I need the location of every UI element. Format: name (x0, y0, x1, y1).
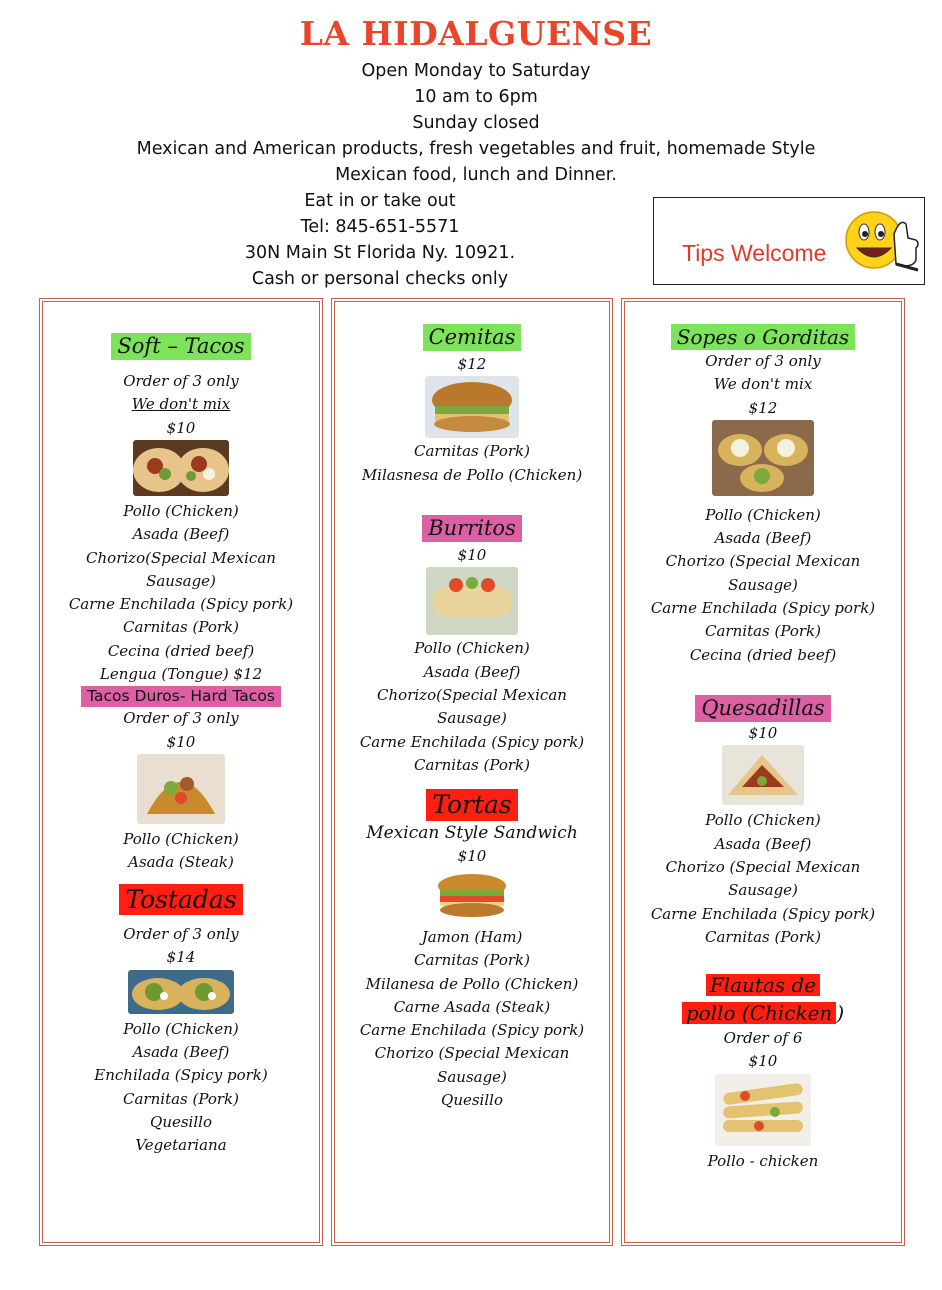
tortas-item: Jamon (Ham) (421, 927, 523, 946)
flautas-price: $10 (748, 1052, 778, 1071)
hard-tacos-item: Pollo (Chicken) (123, 830, 239, 848)
soft-tacos-item: Carne Enchilada (Spicy pork) (68, 595, 294, 614)
tortas-item: Carnitas (Pork) (414, 951, 530, 970)
tortas-item: Sausage) (437, 1067, 507, 1086)
telephone: Tel: 845-651-5571 (300, 217, 460, 237)
hard-tacos-item: Asada (Steak) (128, 853, 234, 872)
sopes-item: Carnitas (Pork) (705, 622, 821, 641)
burritos-item: Carne Enchilada (Spicy pork) (359, 732, 585, 751)
sopes-item: Pollo (Chicken) (705, 505, 821, 524)
tortas-header: Tortas (426, 789, 518, 821)
sopes-no-mix: We don't mix (713, 375, 813, 394)
quesadillas-item: Sausage) (728, 881, 798, 900)
burritos-item: Carnitas (Pork) (414, 755, 530, 774)
tostadas-item: Vegetariana (135, 1136, 227, 1155)
description-line-1: Mexican and American products, fresh vegetables and fruit, homemade Style (136, 139, 816, 159)
address: 30N Main St Florida Ny. 10921. (244, 243, 516, 263)
burritos-header: Burritos (422, 515, 522, 542)
sopes-item: Sausage) (728, 575, 798, 594)
tips-text: Tips Welcome (682, 240, 827, 266)
restaurant-title: LA HIDALGUENSE (299, 14, 653, 53)
sopes-order: Order of 3 only (705, 352, 821, 370)
sopes-photo (712, 420, 814, 496)
burritos-item: Asada (Beef) (423, 662, 521, 681)
tortas-item: Carne Enchilada (Spicy pork) (359, 1021, 585, 1040)
tostadas-photo (128, 970, 234, 1014)
sopes-header: Sopes o Gorditas (671, 324, 855, 350)
flautas-photo (715, 1074, 811, 1146)
quesadillas-item: Pollo (Chicken) (705, 811, 821, 830)
tostadas-item: Carnitas (Pork) (123, 1089, 239, 1108)
soft-tacos-item: Pollo (Chicken) (123, 501, 239, 520)
burritos-price: $10 (457, 546, 487, 565)
flautas-order: Order of 6 (723, 1029, 803, 1048)
sopes-item: Asada (Beef) (714, 529, 812, 548)
quesadillas-item: Asada (Beef) (714, 834, 812, 853)
tostadas-order: Order of 3 only (123, 925, 239, 944)
tostadas-item: Enchilada (Spicy pork) (94, 1066, 268, 1085)
tortas-item: Quesillo (441, 1091, 503, 1110)
burritos-item: Pollo (Chicken) (414, 639, 530, 658)
quesadillas-item: Chorizo (Special Mexican (665, 857, 861, 876)
hard-tacos-header: Tacos Duros- Hard Tacos (81, 686, 281, 707)
sopes-item: Chorizo (Special Mexican (665, 552, 861, 571)
menu-column-2 (331, 298, 613, 1246)
tortas-subtitle: Mexican Style Sandwich (366, 822, 578, 843)
tostadas-item: Pollo (Chicken) (123, 1019, 239, 1038)
burritos-item: Chorizo(Special Mexican (377, 685, 567, 704)
flautas-header-close: ) (836, 1001, 845, 1026)
soft-tacos-item: Cecina (dried beef) (107, 641, 255, 660)
quesadillas-item: Carne Enchilada (Spicy pork) (650, 904, 876, 923)
tostadas-item: Quesillo (150, 1112, 212, 1131)
tortas-item: Milanesa de Pollo (Chicken) (365, 974, 579, 993)
soft-tacos-item: Carnitas (Pork) (123, 618, 239, 637)
tostadas-item: Asada (Beef) (132, 1042, 230, 1061)
soft-tacos-price: $10 (166, 418, 196, 437)
menu-column-1 (39, 298, 323, 1246)
soft-tacos-header: Soft – Tacos (111, 333, 250, 360)
tortas-item: Chorizo (Special Mexican (374, 1044, 570, 1063)
burritos-photo (426, 567, 518, 635)
tostadas-price: $14 (166, 948, 196, 967)
flautas-header-line-1: Flautas de (706, 974, 820, 996)
cemitas-header: Cemitas (423, 324, 522, 351)
tortas-item: Carne Asada (Steak) (393, 997, 551, 1016)
tortas-price: $10 (457, 846, 487, 865)
cemitas-item: Carnitas (Pork) (414, 442, 530, 461)
smiley-thumbs-up-icon (842, 204, 922, 274)
soft-tacos-item: Asada (Beef) (132, 525, 230, 544)
cemitas-item: Milasnesa de Pollo (Chicken) (361, 465, 583, 484)
sopes-item: Carne Enchilada (Spicy pork) (650, 599, 876, 618)
tostadas-header: Tostadas (119, 884, 242, 916)
soft-tacos-item: Lengua (Tongue) $12 (99, 665, 263, 684)
cemitas-photo (425, 376, 519, 438)
cemitas-price: $12 (457, 355, 487, 374)
soft-tacos-item: Sausage) (146, 571, 216, 590)
flautas-item: Pollo - chicken (707, 1151, 819, 1170)
quesadillas-photo (722, 745, 804, 805)
hard-tacos-photo (137, 754, 225, 824)
soft-tacos-item: Chorizo(Special Mexican (86, 548, 276, 567)
flautas-header-line-2: pollo (Chicken (682, 1002, 836, 1024)
soft-tacos-no-mix: We don't mix (131, 395, 231, 414)
description-line-2: Mexican food, lunch and Dinner. (335, 165, 617, 185)
open-hours: 10 am to 6pm (414, 87, 538, 107)
sopes-price: $12 (748, 398, 778, 417)
quesadillas-item: Carnitas (Pork) (705, 927, 821, 946)
payment-note: Cash or personal checks only (251, 269, 509, 289)
menu-column-3 (621, 298, 905, 1246)
hard-tacos-order: Order of 3 only (123, 709, 239, 728)
quesadillas-header: Quesadillas (695, 695, 830, 722)
soft-tacos-order: Order of 3 only (123, 372, 239, 391)
open-days: Open Monday to Saturday (361, 61, 591, 81)
soft-tacos-photo (133, 440, 229, 496)
eat-in-take-out: Eat in or take out (304, 191, 456, 211)
tips-box (653, 197, 925, 285)
burritos-item: Sausage) (437, 709, 507, 728)
closed-day: Sunday closed (412, 113, 540, 133)
sopes-item: Cecina (dried beef) (689, 645, 837, 664)
tortas-photo (432, 868, 512, 924)
hard-tacos-price: $10 (166, 732, 196, 751)
quesadillas-price: $10 (748, 724, 778, 743)
